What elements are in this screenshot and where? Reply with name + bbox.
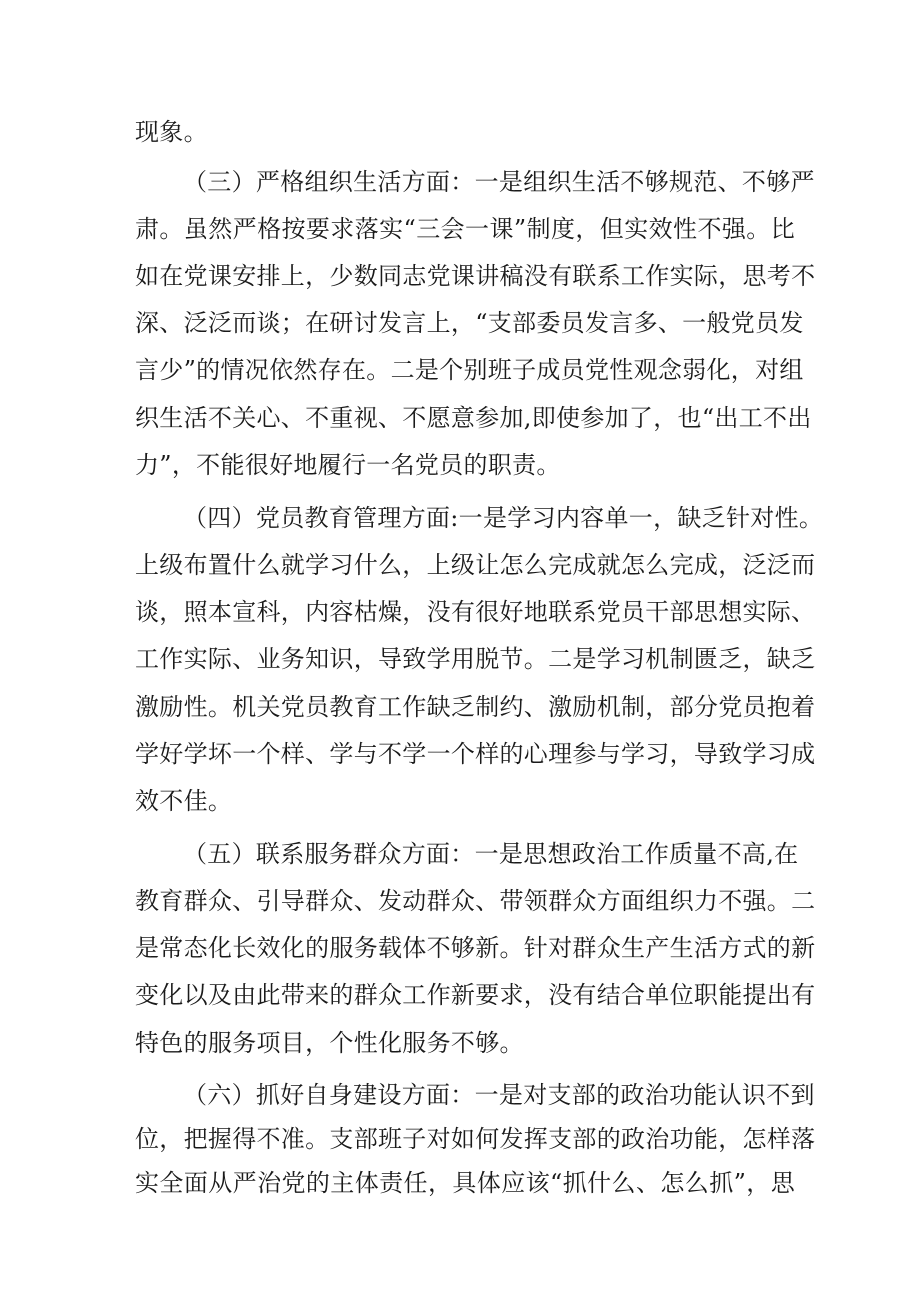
text-line: 教育群众、引导群众、发动群众、带领群众方面组织力不强。二 (135, 887, 816, 915)
text-line: 如在党课安排上，少数同志党课讲稿没有联系工作实际，思考不 (135, 262, 816, 290)
section-heading-five: （五）联系服务群众方面：一是思想政治工作质量不高,在 (183, 840, 799, 868)
text-line: 工作实际、业务知识，导致学用脱节。二是学习机制匮乏，缺乏 (135, 645, 816, 673)
text-line: 变化以及由此带来的群众工作新要求，没有结合单位职能提出有 (135, 981, 816, 1009)
section-heading-three: （三）严格组织生活方面：一是组织生活不够规范、不够严 (183, 168, 815, 196)
text-line: 激励性。机关党员教育工作缺乏制约、激励机制，部分党员抱着 (135, 693, 816, 721)
text-line: 现象。 (135, 118, 208, 146)
text-line: 是常态化长效化的服务载体不够新。针对群众生产生活方式的新 (135, 934, 816, 962)
text-line: 效不佳。 (135, 787, 233, 815)
text-line: 学好学坏一个样、学与不学一个样的心理参与学习，导致学习成 (135, 740, 816, 768)
section-heading-six: （六）抓好自身建设方面：一是对支部的政治功能认识不到 (183, 1081, 815, 1109)
text-line: 肃。虽然严格按要求落实“三会一课”制度，但实效性不强。比 (135, 215, 795, 243)
text-line: 言少”的情况依然存在。二是个别班子成员党性观念弱化，对组 (135, 356, 804, 384)
text-line: 实全面从严治党的主体责任，具体应该“抓什么、怎么抓”，思 (135, 1169, 795, 1197)
text-line: 位，把握得不准。支部班子对如何发挥支部的政治功能，怎样落 (135, 1125, 816, 1153)
text-line: 谈，照本宣科，内容枯燥，没有很好地联系党员干部思想实际、 (135, 598, 816, 626)
text-line: 上级布置什么就学习什么，上级让怎么完成就怎么完成，泛泛而 (135, 551, 816, 579)
text-line: 特色的服务项目，个性化服务不够。 (135, 1029, 524, 1057)
section-heading-four: （四）党员教育管理方面:一是学习内容单一，缺乏针对性。 (183, 504, 824, 532)
text-line: 织生活不关心、不重视、不愿意参加,即使参加了，也“出工不出 (135, 404, 812, 432)
text-line: 力”，不能很好地履行一名党员的职责。 (135, 451, 561, 479)
text-line: 深、泛泛而谈；在研讨发言上，“支部委员发言多、一般党员发 (135, 309, 804, 337)
